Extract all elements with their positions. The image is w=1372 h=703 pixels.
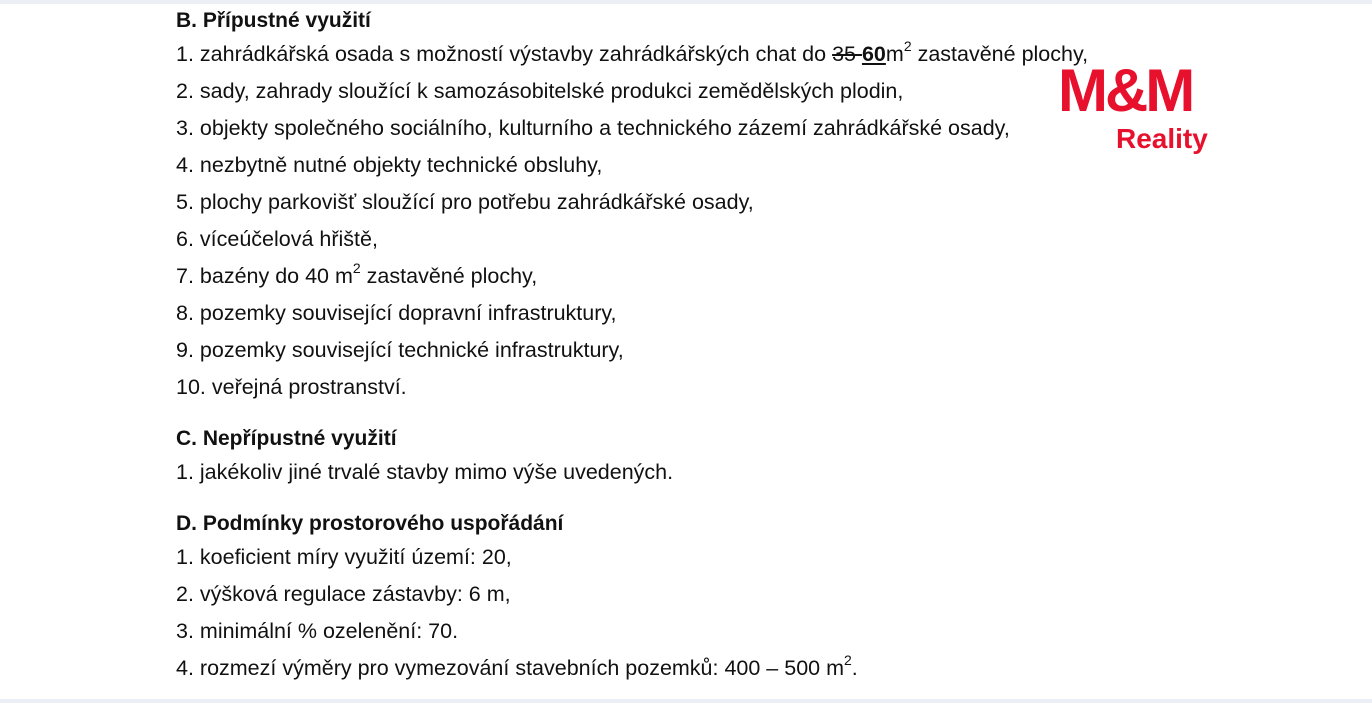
item-text-end: zastavěné plochy, xyxy=(911,42,1089,66)
unit: m xyxy=(885,42,904,66)
section-gap xyxy=(176,406,1276,424)
item-text-end: . xyxy=(851,656,858,680)
item-text: 7. bazény do 40 m xyxy=(176,264,353,288)
top-border xyxy=(0,0,1372,4)
section-c-heading: C. Nepřípustné využití xyxy=(176,427,397,450)
section-d-item-3: 3. minimální % ozelenění: 70. xyxy=(176,619,459,643)
section-b-item-7 xyxy=(176,258,1276,295)
section-b-item-6: 6. víceúčelová hřiště, xyxy=(176,227,378,251)
item-text-end: zastavěné plochy, xyxy=(360,264,538,288)
struck-value: 35 xyxy=(832,42,862,66)
mm-reality-logo xyxy=(1058,57,1220,160)
section-b-item-8: 8. pozemky související dopravní infrastruktury, xyxy=(176,301,617,325)
section-d-heading: D. Podmínky prostorového uspořádání xyxy=(176,512,564,535)
section-b-item-9: 9. pozemky související technické infrastruktury, xyxy=(176,338,624,362)
logo-subtitle-text: Reality xyxy=(1116,123,1208,154)
superscript: 2 xyxy=(352,259,361,276)
section-b-heading: B. Přípustné využití xyxy=(176,9,371,32)
section-gap xyxy=(176,491,1276,509)
section-d-item-1: 1. koeficient míry využití území: 20, xyxy=(176,545,512,569)
superscript: 2 xyxy=(844,651,852,668)
section-d-item-2: 2. výšková regulace zástavby: 6 m, xyxy=(176,582,511,606)
logo-brand-text: M&M xyxy=(1058,57,1193,124)
bottom-border xyxy=(0,699,1372,703)
section-b-item-3: 3. objekty společného sociálního, kulturního a technického zázemí zahrádkářské osady, xyxy=(176,116,1010,140)
item-text: 4. rozmezí výměry pro vymezování stavebních pozemků: 400 – 500 m xyxy=(176,656,844,680)
section-b-item-5: 5. plochy parkovišť sloužící pro potřebu zahrádkářské osady, xyxy=(176,190,754,214)
section-d-item-4 xyxy=(176,650,1276,687)
superscript: 2 xyxy=(903,37,912,54)
section-b-item-2: 2. sady, zahrady sloužící k samozásobitelské produkci zemědělských plodin, xyxy=(176,79,904,103)
section-b-item-10: 10. veřejná prostranství. xyxy=(176,375,407,399)
item-text: 1. zahrádkářská osada s možností výstavby zahrádkářských chat do xyxy=(176,42,833,66)
section-c-item-1: 1. jakékoliv jiné trvalé stavby mimo výše uvedených. xyxy=(176,460,674,484)
section-b-item-4: 4. nezbytně nutné objekty technické obsluhy, xyxy=(176,153,603,177)
inserted-value: 60 xyxy=(861,42,886,66)
